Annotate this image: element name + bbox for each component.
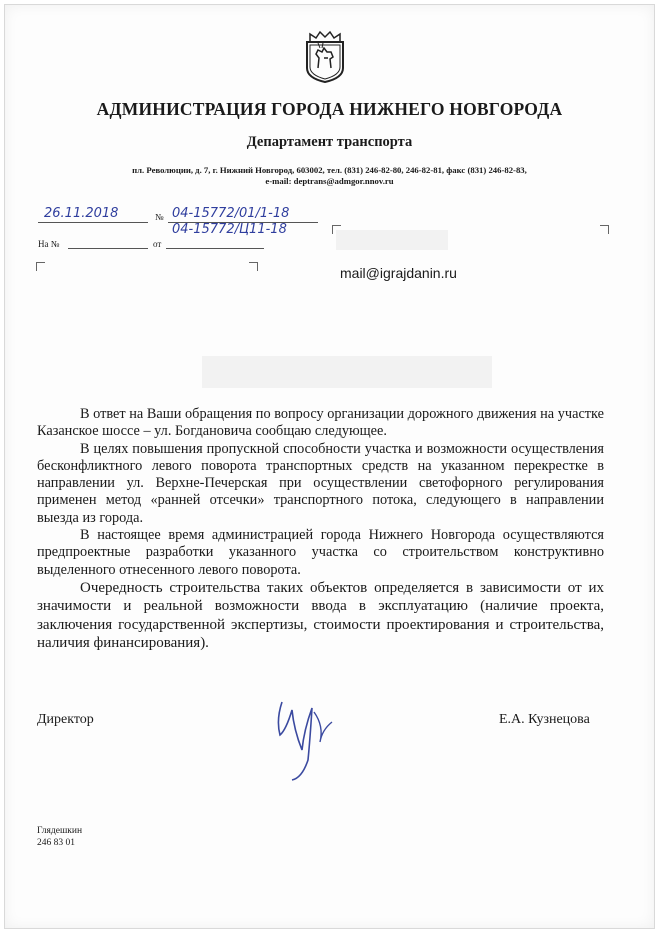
- city-emblem-icon: [302, 30, 348, 84]
- recipient-email: mail@igrajdanin.ru: [340, 265, 457, 281]
- signatory-position: Директор: [37, 712, 94, 727]
- executor-block: [37, 825, 82, 849]
- handwritten-date: 26.11.2018: [44, 206, 119, 221]
- executor-phone: 246 83 01: [37, 838, 75, 848]
- redacted-salutation: [202, 356, 492, 388]
- addressee-bracket-right: [600, 225, 609, 234]
- right-bracket-top: [249, 262, 258, 271]
- incoming-number-label: На №: [38, 239, 60, 249]
- handwritten-number: 04-15772/01/1-18: [172, 206, 290, 221]
- paragraph-3: В настоящее время администрацией города Нижнего Новгорода осуществляются предпроектные разработки указанного участка со строительством конструктивно выделенного отнесенного левого поворота.: [37, 527, 604, 578]
- address-block: [0, 165, 659, 187]
- paragraph-4: Очередность строительства таких объектов определяется в зависимости от их значимости и реальной возможности ввода в эксплуатацию (наличие проекта, заключения государственной экспертизы, стоимости проектирования и строительства, наличия финансирования).: [37, 579, 604, 652]
- handwritten-number-correction: 04-15772/Ц11-18: [172, 222, 287, 237]
- department-name: Департамент транспорта: [246, 134, 413, 150]
- number-label: №: [155, 212, 164, 222]
- from-label: от: [153, 239, 162, 249]
- email-line: e-mail: deptrans@admgor.nnov.ru: [265, 176, 394, 186]
- signatory-name: Е.А. Кузнецова: [499, 712, 590, 727]
- executor-name: Глядешкин: [37, 826, 83, 836]
- paragraph-1: В ответ на Ваши обращения по вопросу организации дорожного движения на участке Казанское шоссе – ул. Богдановича сообщаю следующее.: [37, 406, 604, 440]
- letter-body: [37, 406, 604, 653]
- left-bracket-top: [36, 262, 45, 271]
- handwritten-signature: [262, 690, 352, 790]
- paragraph-2: В целях повышения пропускной способности участка и возможности осуществления бесконфликтного левого поворота транспортных средств на указанном перекрестке в направлении ул. Верхне-Печерская при осуществлении светофорного регулирования применен метод «ранней отсечки» транспортного потока, следующего в направлении выезда из города.: [37, 440, 604, 526]
- redacted-recipient-name: [336, 230, 448, 250]
- address-line: пл. Революции, д. 7, г. Нижний Новгород, 603002, тел. (831) 246-82-80, 246-82-81, факс (831) 246-82-83,: [132, 165, 527, 175]
- organization-title: АДМИНИСТРАЦИЯ ГОРОДА НИЖНЕГО НОВГОРОДА: [96, 99, 563, 119]
